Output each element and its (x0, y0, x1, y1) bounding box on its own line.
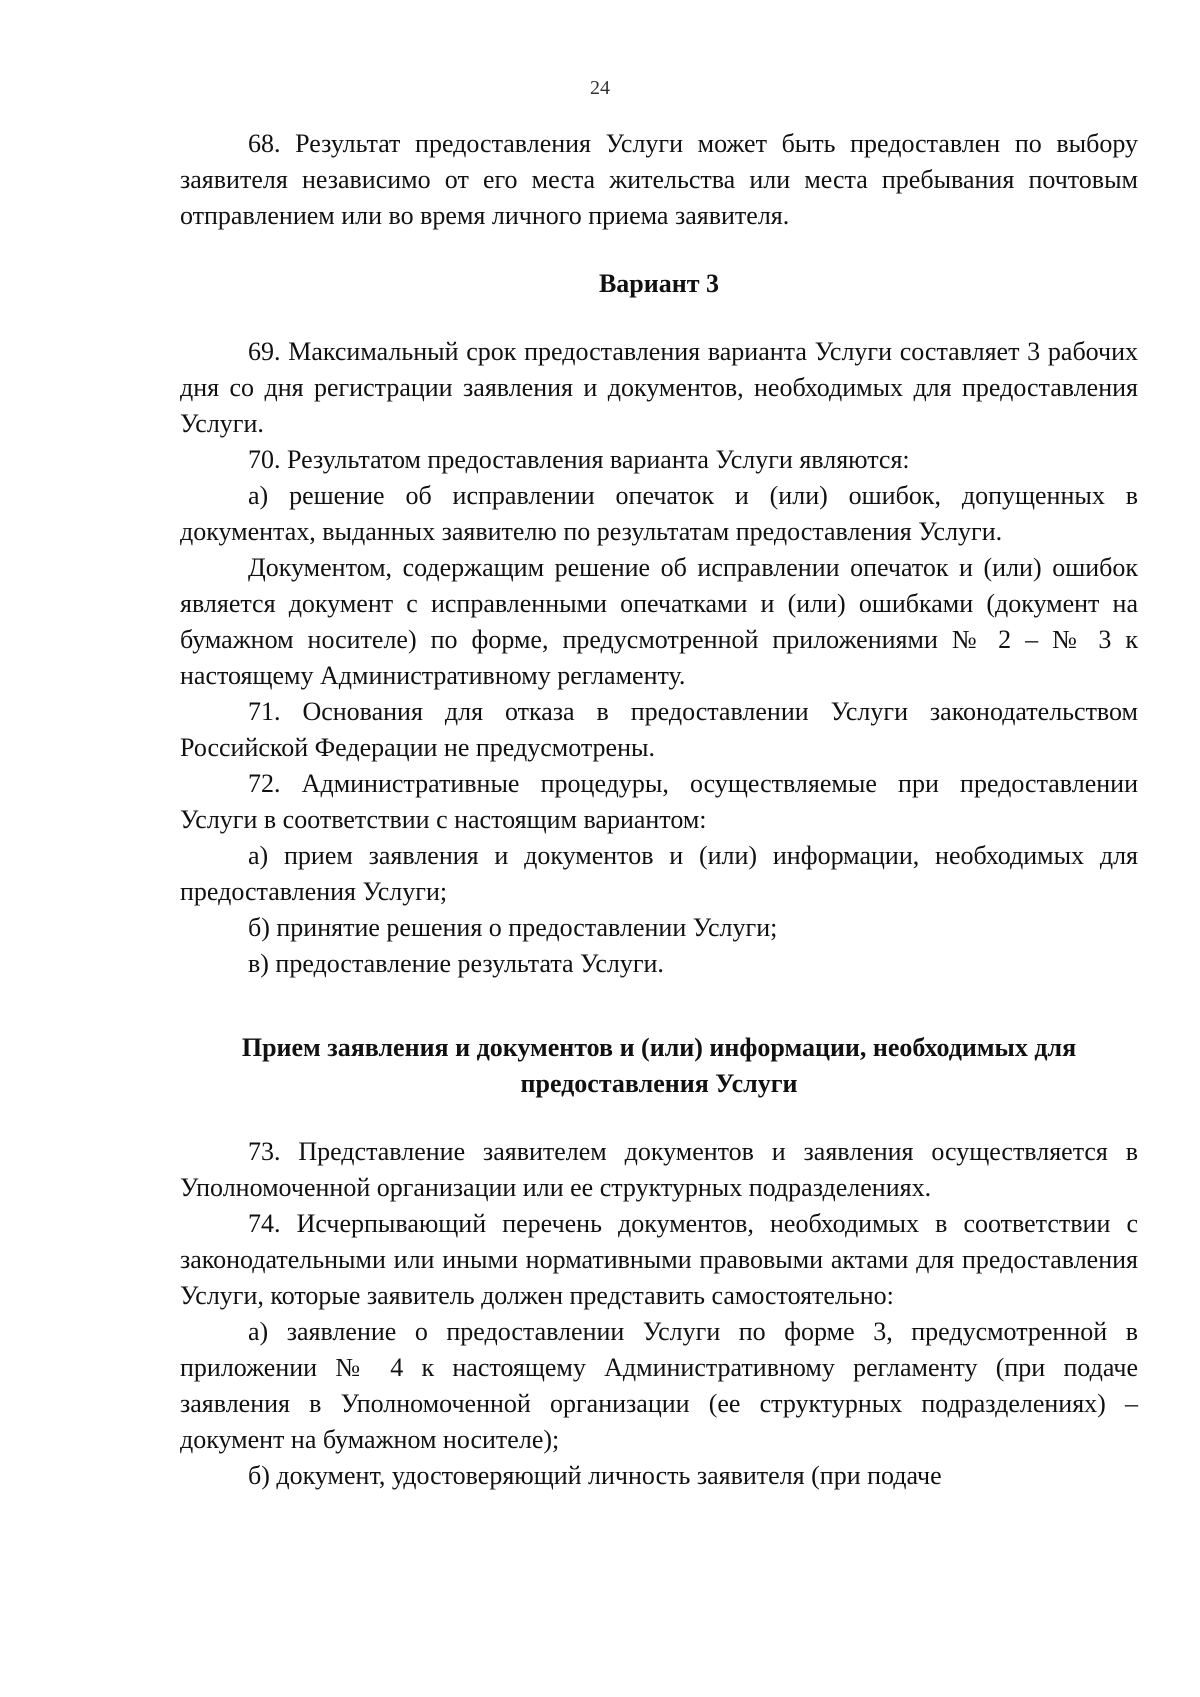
heading-section-line-2: предоставления Услуги (520, 1069, 798, 1098)
paragraph-72-v: в) предоставление результата Услуги. (248, 949, 664, 978)
paragraph-72-b: б) принятие решения о предоставлении Услуги; (248, 913, 778, 942)
heading-section (180, 1030, 1138, 1102)
paragraph-74-a: а) заявление о предоставлении Услуги по форме 3, предусмотренной в приложении № 4 к настоящему Административному регламенту (при подаче заявления в Уполномоченной организации (ее структурных подразделениях) – документ на бумажном носителе); (180, 1317, 1138, 1454)
paragraph-68: 68. Результат предоставления Услуги может быть предоставлен по выбору заявителя независимо от его места жительства или места пребывания почтовым отправлением или во время личного приема заявителя. (180, 129, 1138, 230)
paragraph-72-a: а) прием заявления и документов и (или) информации, необходимых для предоставления Услуги; (180, 841, 1138, 906)
document-body (180, 126, 1138, 1494)
paragraph-70-document: Документом, содержащим решение об исправлении опечаток и (или) ошибок является документ с исправленными опечатками и (или) ошибками (документ на бумажном носителе) по форме, предусмотренной приложениями № 2 – № 3 к настоящему Административному регламенту. (180, 553, 1138, 690)
paragraph-70-a: а) решение об исправлении опечаток и (или) ошибок, допущенных в документах, выданных заявителю по результатам предоставления Услуги. (180, 481, 1138, 546)
paragraph-71: 71. Основания для отказа в предоставлении Услуги законодательством Российской Федерации не предусмотрены. (180, 697, 1138, 762)
paragraph-74: 74. Исчерпывающий перечень документов, необходимых в соответствии с законодательными или иными нормативными правовыми актами для предоставления Услуги, которые заявитель должен представить самостоятельно: (180, 1209, 1138, 1310)
page-number: 24 (590, 77, 610, 99)
paragraph-69: 69. Максимальный срок предоставления варианта Услуги составляет 3 рабочих дня со дня регистрации заявления и документов, необходимых для предоставления Услуги. (180, 337, 1138, 438)
paragraph-72: 72. Административные процедуры, осуществляемые при предоставлении Услуги в соответствии с настоящим вариантом: (180, 769, 1138, 834)
paragraph-73: 73. Представление заявителем документов и заявления осуществляется в Уполномоченной организации или ее структурных подразделениях. (180, 1137, 1138, 1202)
paragraph-74-b: б) документ, удостоверяющий личность заявителя (при подаче (248, 1461, 942, 1490)
heading-section-line-1: Прием заявления и документов и (или) информации, необходимых для (241, 1033, 1077, 1062)
paragraph-70: 70. Результатом предоставления варианта Услуги являются: (248, 445, 910, 474)
heading-variant-3: Вариант 3 (598, 269, 720, 298)
